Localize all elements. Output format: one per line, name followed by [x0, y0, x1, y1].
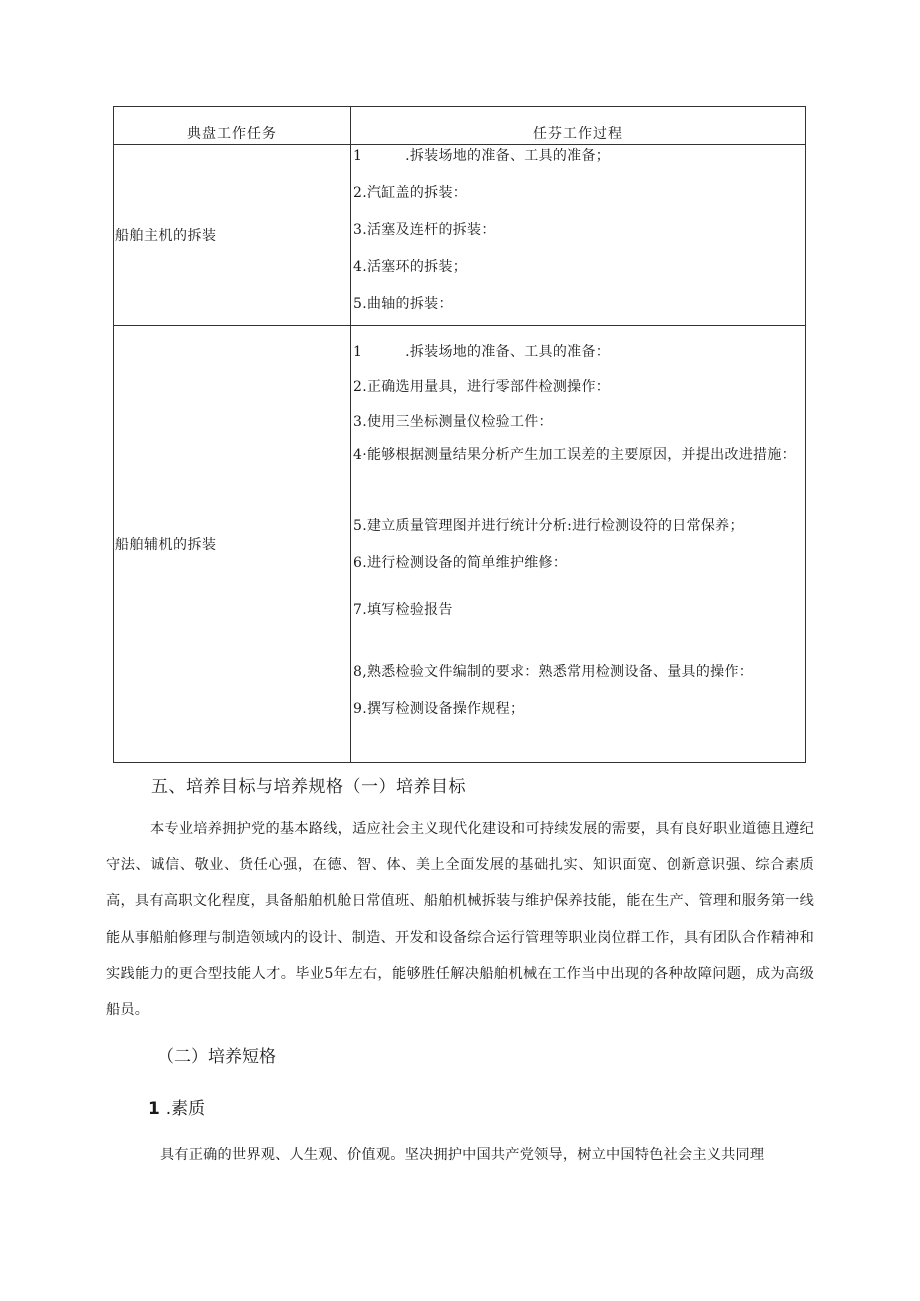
step-list	[351, 145, 805, 325]
goal-paragraph: 本专业培养拥护党的基本路线，适应社会主义现代化建设和可持续发展的需要，具有良好职业道德且遵纪守法、诚信、敬业、货任心强，在德、智、体、美上全面发展的基础扎实、知识面宽、创新意识强、综合素质高，具有高职文化程度，具备船舶机舱日常值班、船舶机械拆装与维护保养技能，能在生产、管理和服务第一线能从事船舶修理与制造领域内的设计、制造、开发和设备综合运行管理等职业岗位群工作，具有团队合作精神和实践能力的更合型技能人才。毕业5年左右，能够胜任解决船舶机械在工作当中出现的各种故障问题，成为高级船员。	[106, 821, 814, 1019]
table-row	[114, 145, 806, 326]
step-item: 7.填写检验报告	[353, 602, 453, 618]
step-item: 3.使用三坐标测量仪检验工件：	[353, 414, 553, 430]
process-cell	[351, 145, 806, 326]
table-row	[114, 326, 806, 763]
step-item: 2.汽缸盖的拆装：	[353, 185, 468, 201]
header-process-label: 任芬工作过程	[533, 126, 623, 142]
step-list	[351, 326, 805, 762]
quality-paragraph: 具有正确的世界观、人生观、价值观。坚决拥护中国共产党领导，树立中国特色社会主义共同理	[160, 1147, 765, 1163]
step-item: 4·能够根据测量结果分析产生加工误差的主要原因，并提出改进措施：	[353, 447, 796, 463]
item-heading	[148, 1094, 205, 1119]
task-name: 船舶辅机的拆装	[115, 537, 217, 553]
header-task-label: 典盘工作任务	[187, 126, 277, 142]
step-item: 9.撰写检测设备操作规程；	[353, 701, 525, 717]
task-name: 船舶主机的拆装	[115, 228, 217, 244]
subsection-heading: （二）培养短格	[157, 1047, 276, 1067]
task-name-cell	[114, 145, 351, 326]
task-name-cell	[114, 326, 351, 763]
step-item: 6.进行检测设备的简单维护维修：	[353, 555, 568, 571]
section-heading: 五、培养目标与培养规格（一）培养目标	[151, 777, 466, 797]
header-task-cell	[114, 107, 351, 145]
item-label: .素质	[165, 1099, 206, 1119]
step-item: 8,熟悉检验文件编制的要求：熟悉常用检测设备、量具的操作：	[353, 664, 754, 680]
table-header-row	[114, 107, 806, 145]
step-item: 2.正确选用量具，进行零部件检测操作：	[353, 379, 611, 395]
item-number: 1	[148, 1099, 160, 1119]
process-cell	[351, 326, 806, 763]
step-item: 5.曲轴的拆装：	[353, 296, 453, 312]
step-item: 1 .拆装场地的准备、工具的准备：	[353, 344, 611, 360]
step-item: 1 .拆装场地的准备、工具的准备；	[353, 148, 611, 164]
task-table	[113, 106, 806, 763]
step-item: 4.活塞环的拆装；	[353, 259, 468, 275]
step-item: 5.建立质量管理图并进行统计分析:进行检测设符的日常保养；	[353, 518, 744, 534]
step-item: 3.活塞及连杆的拆装：	[353, 222, 496, 238]
header-process-cell	[351, 107, 806, 145]
